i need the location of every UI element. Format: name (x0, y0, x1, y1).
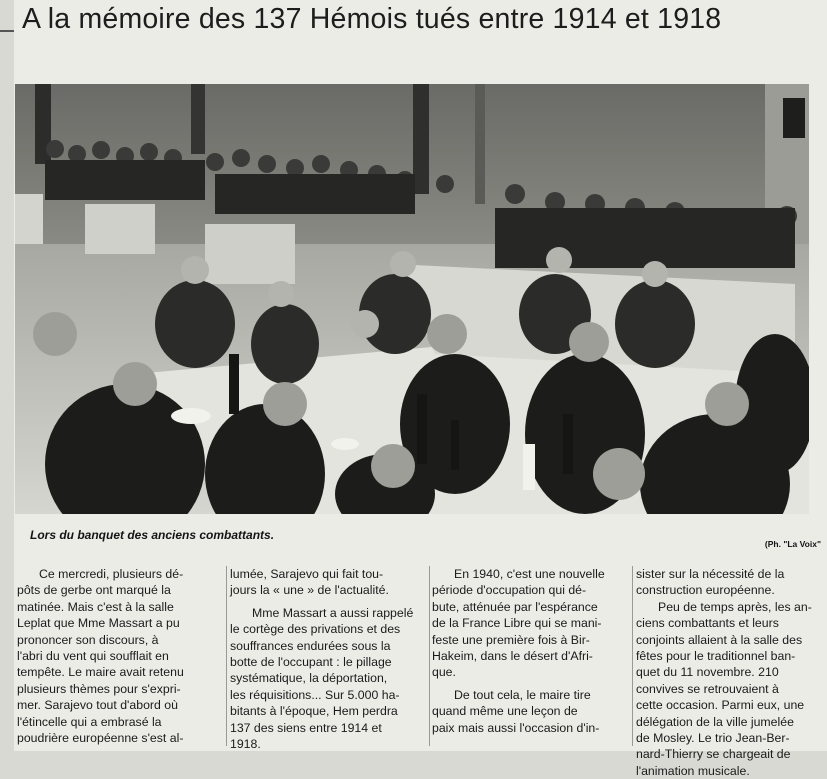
column-1-line: matinée. Mais c'est à la salle (17, 599, 174, 614)
column-2-line: systématique, la déportation, (230, 671, 388, 686)
column-2-line: 1918. (230, 737, 261, 752)
column-2-line: lumée, Sarajevo qui fait tou- (230, 567, 384, 581)
column-4-line: fêtes pour le traditionnel ban- (636, 649, 796, 664)
column-divider (429, 566, 430, 746)
article-column-4 (636, 566, 827, 779)
column-4-line: Peu de temps après, les an- (658, 599, 812, 614)
column-divider (632, 566, 633, 746)
article-column-3 (432, 566, 628, 736)
column-1-line: l'étincelle qui a embrasé la (17, 714, 162, 729)
column-2-line: 137 des siens entre 1914 et (230, 720, 382, 735)
column-3-line: de la France Libre qui se mani- (432, 616, 602, 631)
column-4-line: de Mosley. Le trio Jean-Ber- (636, 731, 790, 746)
banquet-photo (15, 84, 809, 514)
column-3-line: De tout cela, le maire tire (454, 687, 591, 702)
column-1-line: poudrière européenne s'est al- (17, 731, 184, 746)
column-3-line: feste une première fois à Bir- (432, 632, 590, 647)
column-4-line: construction européenne. (636, 583, 775, 598)
column-1-line: Leplat que Mme Massart a pu (17, 616, 180, 631)
column-2-line: jours la « une » de l'actualité. (230, 583, 389, 598)
column-4-line: sister sur la nécessité de la (636, 567, 785, 581)
column-4-line: conjoints allaient à la salle des (636, 632, 803, 647)
column-4-line: cette occasion. Parmi eux, une (636, 698, 805, 713)
column-1-line: Ce mercredi, plusieurs dé- (39, 567, 184, 581)
column-1-line: prononcer son discours, à (17, 632, 159, 647)
column-1-line: pôts de gerbe ont marqué la (17, 583, 171, 598)
photo-credit: (Ph. "La Voix" (764, 539, 821, 549)
column-3-line: En 1940, c'est une nouvelle (454, 567, 605, 581)
column-3-line: bute, atténuée par l'espérance (432, 599, 598, 614)
column-4-line: ciens combattants et leurs (636, 616, 779, 631)
column-divider (226, 566, 227, 746)
column-3-line: quand même une leçon de (432, 704, 578, 719)
column-2-line: bitants à l'époque, Hem perdra (230, 704, 398, 719)
column-4-line: convives se retrouvaient à (636, 681, 779, 696)
article-headline: A la mémoire des 137 Hémois tués entre 1914 et 1918 (22, 3, 722, 35)
column-2-line: les réquisitions... Sur 5.000 ha- (230, 687, 400, 702)
column-1-line: l'abri du vent qui soufflait en (17, 649, 169, 664)
banquet-photo-illustration (15, 84, 809, 514)
article-column-2 (230, 566, 427, 752)
column-3-line: paix mais aussi l'occasion d'in- (432, 720, 600, 735)
column-4-line: quet du 11 novembre. 210 (636, 665, 779, 680)
column-2-line: le cortège des privations et des (230, 622, 401, 637)
left-edge-rule (0, 30, 14, 32)
column-2-line: souffrances endurées sous la (230, 638, 391, 653)
column-4-line: délégation de la ville jumelée (636, 714, 794, 729)
column-4-line: l'animation musicale. (636, 763, 750, 778)
column-1-line: tempête. Le maire avait retenu (17, 665, 184, 680)
column-2-line: Mme Massart a aussi rappelé (252, 605, 414, 620)
column-1-line: plusieurs thèmes pour s'expri- (17, 681, 181, 696)
column-1-line: mer. Sarajevo tout d'abord où (17, 698, 178, 713)
photo-caption: Lors du banquet des anciens combattants. (30, 528, 275, 542)
column-3-line: que. (432, 665, 456, 680)
column-3-line: période d'occupation qui dé- (432, 583, 587, 598)
article-column-1 (17, 566, 223, 746)
column-2-line: botte de l'occupant : le pillage (230, 655, 392, 670)
column-3-line: Hakeim, dans le désert d'Afri- (432, 649, 593, 664)
column-4-line: nard-Thierry se chargeait de (636, 747, 791, 762)
